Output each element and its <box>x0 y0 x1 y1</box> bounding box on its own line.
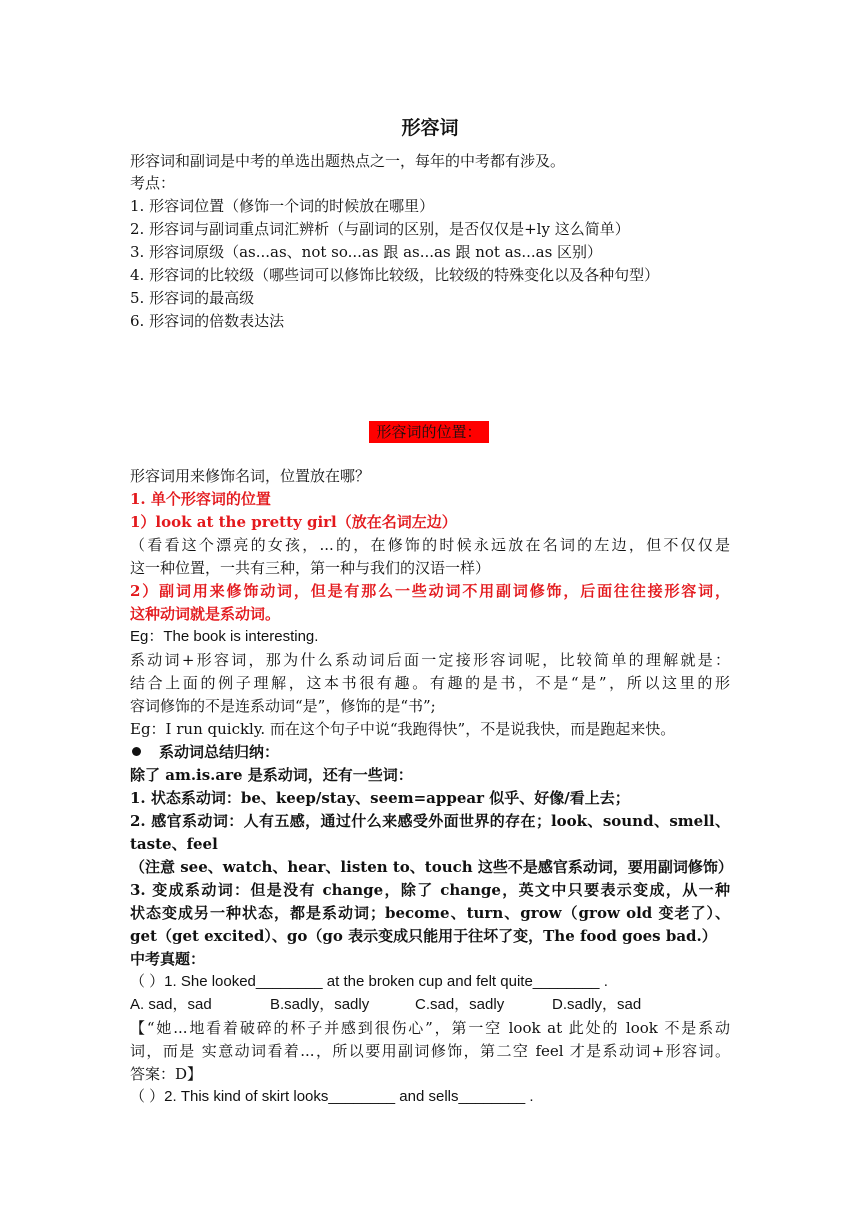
point-item: 2. 形容词与副词重点词汇辨析（与副词的区别，是否仅仅是+ly 这么简单） <box>130 220 630 238</box>
point-item: 6. 形容词的倍数表达法 <box>130 312 285 330</box>
bold-line: （注意 see、watch、hear、listen to、touch 这些不是感官系动词，要用副词修饰） <box>130 858 733 876</box>
paragraph-line: 系动词+形容词，那为什么系动词后面一定接形容词呢，比较简单的理解就是： <box>130 651 730 669</box>
paragraph-line: 容词修饰的不是连系动词“是”，修饰的是“书”; <box>130 697 436 715</box>
exam-question: （ ）2. This kind of skirt looks________ and sells________ . <box>130 1088 534 1105</box>
answer-line: 词，而是 实意动词看着...，所以要用副词修饰，第二空 feel 才是系动词+形容词。 <box>130 1042 730 1060</box>
bold-line: 除了 am.is.are 是系动词，还有一些词： <box>130 766 413 784</box>
exam-question: （ ）1. She looked________ at the broken cup and felt quite________ . <box>130 973 608 990</box>
point-item: 3. 形容词原级（as...as、not so...as 跟 as...as 跟 not as...as 区别） <box>130 243 603 261</box>
bold-line: 状态变成另一种状态，都是系动词；become、turn、grow（grow old 变老了）、 <box>130 904 730 922</box>
subheading: 1）look at the pretty girl（放在名词左边） <box>130 513 457 531</box>
bullet-item <box>130 741 279 763</box>
subheading: 2）副词用来修饰动词，但是有那么一些动词不用副词修饰，后面往往接形容词， <box>130 582 730 600</box>
subheading: 这种动词就是系动词。 <box>130 605 281 623</box>
paragraph-line: 这一种位置，一共有三种，第一种与我们的汉语一样） <box>130 559 491 577</box>
example-line: Eg：I run quickly. 而在这个句子中说“我跑得快”，不是说我快，而是跑起来快。 <box>130 720 676 738</box>
answer-line: 答案：D】 <box>130 1065 203 1083</box>
answer-line: 【“她...地看着破碎的杯子并感到很伤心”，第一空 look at 此处的 look 不是系动 <box>130 1019 730 1037</box>
option-c: C.sad，sadly <box>415 996 505 1013</box>
point-item: 5. 形容词的最高级 <box>130 289 255 307</box>
points-label: 考点： <box>130 174 176 192</box>
option-b: B.sadly，sadly <box>270 996 370 1013</box>
paragraph-line: （看看这个漂亮的女孩，...的，在修饰的时候永远放在名词的左边，但不仅仅是 <box>130 536 730 554</box>
bullet-icon <box>132 747 141 756</box>
bold-line: taste、feel <box>130 835 218 853</box>
bold-line: 3. 变成系动词：但是没有 change，除了 change，英文中只要表示变成，从一种 <box>130 881 730 899</box>
point-item: 1. 形容词位置（修饰一个词的时候放在哪里） <box>130 197 435 215</box>
bold-line: get（get excited）、go（go 表示变成只能用于往坏了变，The food goes bad.） <box>130 927 717 945</box>
subheading: 1. 单个形容词的位置 <box>130 490 271 508</box>
point-item: 4. 形容词的比较级（哪些词可以修饰比较级，比较级的特殊变化以及各种句型） <box>130 266 660 284</box>
bold-line: 中考真题： <box>130 950 206 968</box>
paragraph-line: 结合上面的例子理解，这本书很有趣。有趣的是书，不是“是”，所以这里的形 <box>130 674 730 692</box>
section-heading: 形容词的位置： <box>369 421 489 443</box>
bold-line: 1. 状态系动词：be、keep/stay、seem=appear 似乎、好像/看上去； <box>130 789 630 807</box>
page-title: 形容词 <box>401 117 459 139</box>
option-d: D.sadly，sad <box>552 996 642 1013</box>
bullet-text: 系动词总结归纳： <box>159 743 280 761</box>
option-a: A. sad，sad <box>130 996 212 1013</box>
example-line: Eg：The book is interesting. <box>130 628 319 645</box>
intro-text: 形容词和副词是中考的单选出题热点之一，每年的中考都有涉及。 <box>130 152 566 170</box>
question-line: 形容词用来修饰名词，位置放在哪？ <box>130 467 371 485</box>
answer-options <box>130 994 641 1016</box>
bold-line: 2. 感官系动词：人有五感，通过什么来感受外面世界的存在；look、sound、smell、 <box>130 812 730 830</box>
